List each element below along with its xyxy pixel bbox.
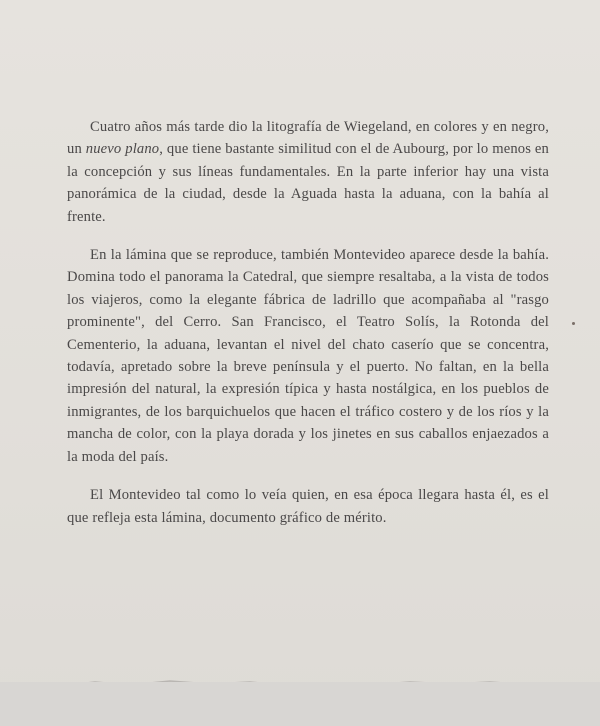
- paragraph-3: El Montevideo tal como lo veía quien, en esa época llegara hasta él, es el que refleja esta lámina, documento gráfico de mérito.: [67, 487, 549, 526]
- paragraph-1-italic: nuevo plano: [85, 141, 160, 158]
- paragraph-2: En la lámina que se reproduce, también Montevideo aparece desde la bahía. Domina todo el panorama la Catedral, que siempre resaltaba, a la vista de todos los viajeros, como la elegante fábrica de ladrillo que acompañaba al "rasgo prominente", del Cerro. San Francisco, el Teatro Solís, la Rotonda del Cementerio, la aduana, levantan el nivel del chato caserío que se concentra, todavía, apretado sobre la breve península y el puerto. No faltan, en la bella impresión del natural, la expresión típica y hasta nostálgica, en los pueblos de inmigrantes, de los barquichuelos que hacen el tráfico costero y de los ríos y la mancha de color, con la playa dorada y los jinetes en sus caballos enjaezados a la moda del país.: [67, 247, 549, 465]
- page-bottom-band: [0, 682, 600, 726]
- paragraph-1: [67, 116, 549, 228]
- paragraph-1-before: Cuatro años más tarde dio la litografía de Wiegeland, en colores y en negro, un: [67, 119, 549, 158]
- body-text: [67, 116, 549, 545]
- paper-speck: [572, 322, 575, 325]
- paragraph-1-after: , que tiene bastante similitud con el de Aubourg, por lo menos en la concepción y sus líneas fundamentales. En la parte inferior hay una vista panorámica de la ciudad, desde la Aguada hasta la aduana, con la bahía al frente.: [67, 141, 549, 225]
